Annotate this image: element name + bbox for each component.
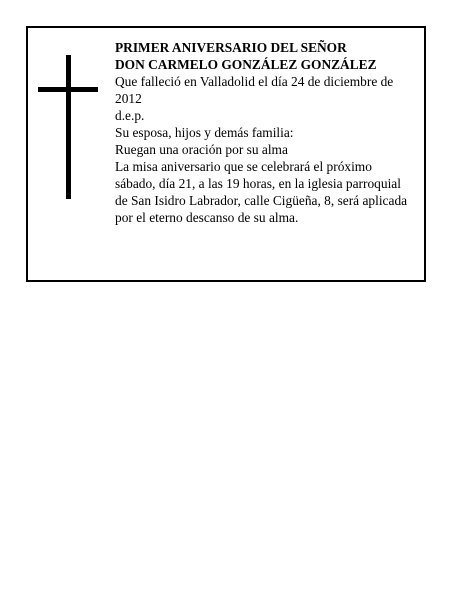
notice-title-line-1: PRIMER ANIVERSARIO DEL SEÑOR: [115, 40, 347, 55]
rip-text: d.e.p.: [115, 108, 145, 123]
family-text: Su esposa, hijos y demás familia:: [115, 125, 294, 140]
notice-title-line-2: DON CARMELO GONZÁLEZ GONZÁLEZ: [115, 57, 377, 72]
cross-vertical-bar: [66, 55, 71, 199]
prayer-request: Ruegan una oración por su alma: [115, 142, 288, 157]
death-info: Que falleció en Valladolid el día 24 de diciembre de 2012: [115, 74, 394, 106]
mass-details: La misa aniversario que se celebrará el próximo sábado, día 21, a las 19 horas, en la iglesia parroquial de San Isidro Labrador, calle Cigüeña, 8, será aplicada por el eterno descanso de su alma.: [115, 159, 408, 225]
cross-icon: [38, 55, 98, 199]
cross-horizontal-bar: [38, 87, 98, 92]
notice-text: [115, 39, 415, 226]
obituary-notice: [26, 26, 426, 282]
